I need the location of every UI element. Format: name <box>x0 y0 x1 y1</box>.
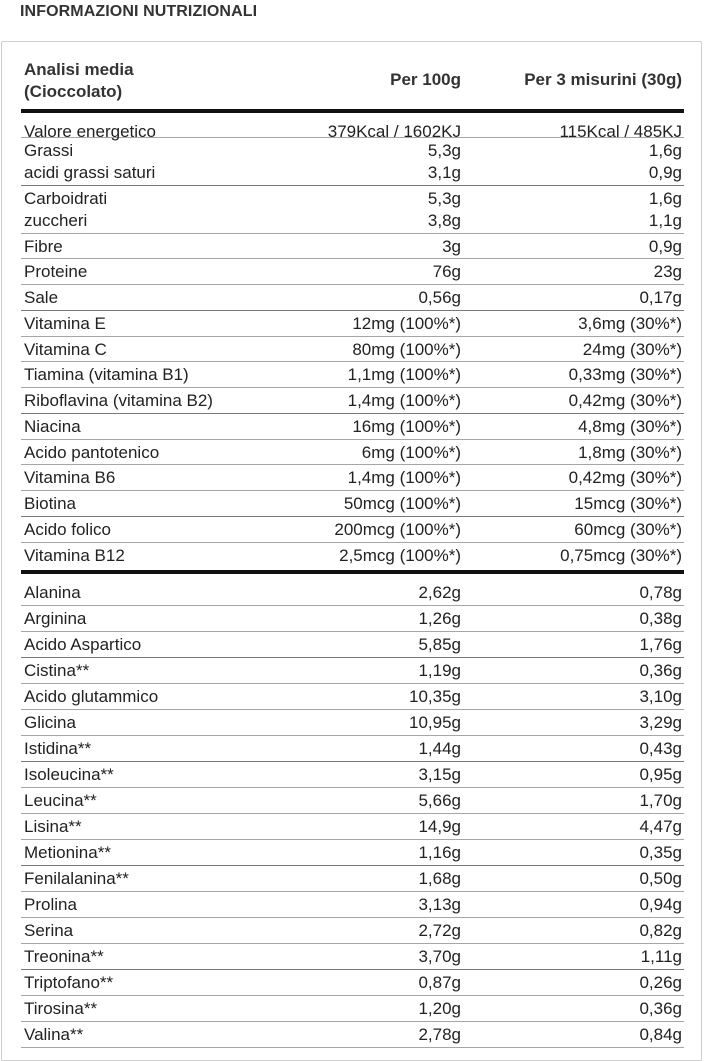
table-row <box>21 632 684 658</box>
table-row <box>21 996 684 1022</box>
table-row <box>21 840 684 866</box>
amino-acid-name: Treonina** <box>24 947 104 966</box>
amino-acid-name: Tirosina** <box>24 999 98 1018</box>
value-per-serving: 4,8mg (30%*) <box>578 417 682 436</box>
table-row <box>21 543 684 574</box>
sub-nutrient-name: zuccheri <box>24 211 88 230</box>
value-per-100g: 1,19g <box>418 661 461 680</box>
nutrient-name: Tiamina (vitamina B1) <box>24 365 189 384</box>
table-row <box>21 138 684 186</box>
value-per-100g: 5,66g <box>418 791 461 810</box>
table-row <box>21 113 684 141</box>
value-per-serving: 0,43g <box>639 739 682 758</box>
amino-acid-name: Metionina** <box>24 843 111 862</box>
value-per-serving: 1,11g <box>640 947 682 966</box>
value-per-serving: 0,95g <box>639 765 682 784</box>
value-per-serving: 1,76g <box>639 635 682 654</box>
sub-value-per-serving: 0,9g <box>648 163 682 182</box>
value-per-100g: 1,20g <box>418 999 461 1018</box>
nutrient-name: Niacina <box>24 417 81 436</box>
table-row <box>21 465 684 491</box>
nutrient-name: Vitamina B12 <box>24 546 125 565</box>
value-per-100g: 0,87g <box>418 973 461 992</box>
table-row <box>21 1022 684 1048</box>
table-row <box>21 311 684 337</box>
value-per-serving: 4,47g <box>639 817 682 836</box>
nutrient-name: Vitamina C <box>24 340 107 359</box>
value-per-100g: 1,44g <box>418 739 461 758</box>
table-row <box>21 186 684 234</box>
table-row <box>21 970 684 996</box>
value-per-100g: 10,95g <box>409 713 461 732</box>
amino-acid-name: Prolina <box>24 895 77 914</box>
value-per-100g: 2,72g <box>418 921 461 940</box>
value-per-serving: 1,70g <box>639 791 682 810</box>
amino-acid-name: Glicina <box>24 713 76 732</box>
table-row <box>21 440 684 465</box>
value-per-100g: 80mg (100%*) <box>352 340 461 359</box>
value-per-serving: 0,75mcg (30%*) <box>560 546 682 565</box>
table-row <box>21 684 684 710</box>
value-per-serving: 0,17g <box>639 288 682 307</box>
value-per-serving: 0,42mg (30%*) <box>568 391 682 410</box>
amino-acid-name: Acido Aspartico <box>24 635 142 654</box>
table-row <box>21 710 684 736</box>
nutrient-name: Carboidrati <box>24 189 108 208</box>
value-per-100g: 1,26g <box>418 609 461 628</box>
table-row <box>21 814 684 840</box>
value-per-100g: 2,78g <box>418 1025 461 1044</box>
table-row <box>21 788 684 814</box>
amino-acid-rows <box>21 574 684 1048</box>
table-row <box>21 517 684 543</box>
table-row <box>21 892 684 918</box>
nutrient-name: Acido folico <box>24 520 111 539</box>
amino-acid-name: Alanina <box>24 583 81 602</box>
value-per-serving: 1,6g <box>648 189 682 208</box>
amino-acid-name: Cistina** <box>24 661 90 680</box>
amino-acid-name: Leucina** <box>24 791 97 810</box>
sub-value-per-serving: 1,1g <box>648 211 682 230</box>
amino-acid-name: Isoleucina** <box>24 765 114 784</box>
value-per-serving: 0,9g <box>648 237 682 256</box>
value-per-100g: 1,4mg (100%*) <box>347 468 461 487</box>
table-row <box>21 918 684 944</box>
value-per-100g: 14,9g <box>418 817 461 836</box>
value-per-serving: 0,33mg (30%*) <box>568 365 682 384</box>
table-row <box>21 736 684 762</box>
header-analysis <box>24 59 134 103</box>
value-per-serving: 0,42mg (30%*) <box>568 468 682 487</box>
value-per-100g: 3,13g <box>418 895 461 914</box>
amino-acid-name: Triptofano** <box>24 973 114 992</box>
header-analysis-line2: (Cioccolato) <box>24 82 123 101</box>
value-per-100g: 50mcg (100%*) <box>343 494 461 513</box>
value-per-100g: 6mg (100%*) <box>361 443 461 462</box>
value-per-serving: 0,94g <box>639 895 682 914</box>
value-per-serving: 3,29g <box>639 713 682 732</box>
amino-acid-name: Acido glutammico <box>24 687 159 706</box>
value-per-100g: 1,1mg (100%*) <box>347 365 461 384</box>
value-per-serving: 3,10g <box>639 687 682 706</box>
table-header <box>21 56 684 113</box>
amino-acid-name: Serina <box>24 921 74 940</box>
value-per-100g: 16mg (100%*) <box>352 417 461 436</box>
header-per-100g: Per 100g <box>390 70 461 89</box>
amino-acid-name: Valina** <box>24 1025 84 1044</box>
section-title: INFORMAZIONI NUTRIZIONALI <box>20 3 258 20</box>
nutrient-name: Acido pantotenico <box>24 443 160 462</box>
value-per-serving: 24mg (30%*) <box>582 340 682 359</box>
value-per-serving: 0,26g <box>639 973 682 992</box>
value-per-serving: 23g <box>653 262 682 281</box>
value-per-serving: 0,84g <box>639 1025 682 1044</box>
value-per-100g: 1,16g <box>418 843 461 862</box>
table-row <box>21 944 684 970</box>
value-per-100g: 3g <box>442 237 461 256</box>
table-row <box>21 234 684 259</box>
sub-nutrient-name: acidi grassi saturi <box>24 163 156 182</box>
nutrient-name: Grassi <box>24 141 74 160</box>
value-per-100g: 3,15g <box>418 765 461 784</box>
value-per-100g: 12mg (100%*) <box>352 314 461 333</box>
table-row <box>21 866 684 892</box>
table-row <box>21 762 684 788</box>
value-per-serving: 1,6g <box>648 141 682 160</box>
nutrient-name: Vitamina E <box>24 314 106 333</box>
nutrient-name: Fibre <box>24 237 63 256</box>
nutrient-name: Sale <box>24 288 59 307</box>
value-per-serving: 0,38g <box>639 609 682 628</box>
nutrient-rows <box>21 113 684 574</box>
value-per-serving: 1,8mg (30%*) <box>578 443 682 462</box>
value-per-100g: 5,85g <box>418 635 461 654</box>
table-row <box>21 388 684 414</box>
nutrient-name: Vitamina B6 <box>24 468 116 487</box>
value-per-100g: 5,3g <box>427 141 461 160</box>
amino-acid-name: Istidina** <box>24 739 92 758</box>
header-analysis-line1: Analisi media <box>24 60 134 79</box>
table-row <box>21 362 684 388</box>
table-row <box>21 337 684 362</box>
nutrient-name: Biotina <box>24 494 76 513</box>
value-per-100g: 1,68g <box>418 869 461 888</box>
value-per-serving: 15mcg (30%*) <box>574 494 682 513</box>
table-row <box>21 285 684 311</box>
value-per-serving: 0,78g <box>639 583 682 602</box>
value-per-100g: 3,70g <box>418 947 461 966</box>
value-per-100g: 2,5mcg (100%*) <box>339 546 461 565</box>
value-per-serving: 60mcg (30%*) <box>574 520 682 539</box>
value-per-100g: 5,3g <box>427 189 461 208</box>
value-per-100g: 2,62g <box>418 583 461 602</box>
sub-value-per-100g: 3,1g <box>427 163 461 182</box>
value-per-serving: 115Kcal / 485KJ <box>559 122 682 141</box>
amino-acid-name: Fenilalanina** <box>24 869 129 888</box>
header-per-serving: Per 3 misurini (30g) <box>524 70 682 89</box>
value-per-serving: 0,50g <box>639 869 682 888</box>
value-per-serving: 0,82g <box>639 921 682 940</box>
nutrient-name: Riboflavina (vitamina B2) <box>24 391 213 410</box>
nutrient-name: Proteine <box>24 262 88 281</box>
value-per-serving: 3,6mg (30%*) <box>578 314 682 333</box>
table-row <box>21 606 684 632</box>
table-row <box>21 574 684 606</box>
value-per-100g: 0,56g <box>418 288 461 307</box>
value-per-100g: 1,4mg (100%*) <box>347 391 461 410</box>
table-row <box>21 491 684 517</box>
table-row <box>21 658 684 684</box>
amino-acid-name: Arginina <box>24 609 87 628</box>
value-per-serving: 0,36g <box>639 661 682 680</box>
value-per-serving: 0,36g <box>639 999 682 1018</box>
sub-value-per-100g: 3,8g <box>427 211 461 230</box>
nutrition-table <box>21 56 684 1048</box>
value-per-100g: 200mcg (100%*) <box>334 520 461 539</box>
value-per-100g: 76g <box>432 262 461 281</box>
nutrient-name: Valore energetico <box>24 122 156 141</box>
value-per-100g: 10,35g <box>409 687 461 706</box>
value-per-100g: 379Kcal / 1602KJ <box>327 122 461 141</box>
table-row <box>21 414 684 440</box>
table-row <box>21 259 684 285</box>
value-per-serving: 0,35g <box>639 843 682 862</box>
amino-acid-name: Lisina** <box>24 817 82 836</box>
